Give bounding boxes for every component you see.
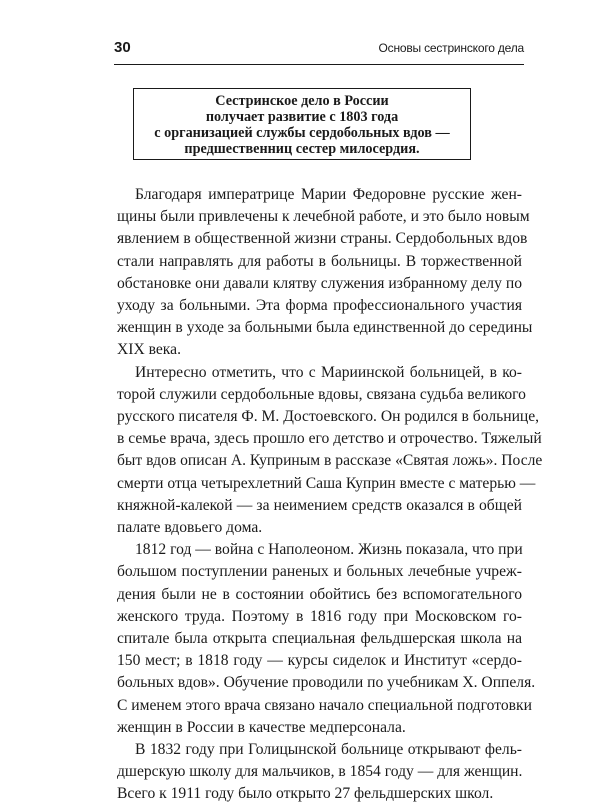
text-line: щины были привлечены к лечебной работе, и это было новым xyxy=(117,208,530,226)
paragraph-empress-maria xyxy=(117,184,533,362)
text-line: явлением в общественной жизни страны. Сердобольных вдов xyxy=(117,230,528,248)
text-line: русского писателя Ф. М. Достоевского. Он родился в больнице, xyxy=(117,408,540,426)
text-line: большом поступлении раненых и больных лечебные учреж- xyxy=(117,563,522,581)
text-line: уходу за больными. Эта форма профессионального участия xyxy=(117,297,522,315)
text-line: женщин в России в качестве медперсонала. xyxy=(117,718,406,736)
paragraph-war-1812 xyxy=(117,539,536,739)
body-text xyxy=(117,184,543,806)
text-line: 1812 год — война с Наполеоном. Жизнь показала, что при xyxy=(135,541,523,559)
text-line: дения были не в состоянии обойтись без вспомогательного xyxy=(117,585,522,603)
text-line: смерти отца четырехлетний Саша Куприн вместе с матерью — xyxy=(117,474,536,492)
text-line: XIX века. xyxy=(117,341,181,359)
page-header xyxy=(114,36,524,65)
text-line: 150 мест; в 1818 году — курсы сиделок и Институт «сердо- xyxy=(117,652,522,670)
text-line: стали направлять для работы в больницы. В торжественной xyxy=(117,252,522,270)
text-line: обстановке они давали клятву служения избранному делу по xyxy=(117,274,522,292)
highlight-line: с организацией службы сердобольных вдов — xyxy=(154,125,450,141)
text-line: дшерскую школу для мальчиков, в 1854 году — для женщин. xyxy=(117,763,523,781)
text-line: Всего к 1911 году было открыто 27 фельдшерских школ. xyxy=(117,785,494,803)
text-line: в семье врача, здесь прошло его детство и отрочество. Тяжелый xyxy=(117,430,542,448)
text-line: княжной-калекой — за неимением средств оказался в общей xyxy=(117,496,522,514)
page-number: 30 xyxy=(114,39,131,56)
text-line: больных вдов». Обучение проводили по учебникам Х. Оппеля. xyxy=(117,674,536,692)
text-line: С именем этого врача связано начало специальной подготовки xyxy=(117,696,532,714)
text-line: В 1832 году при Голицынской больнице открывают фель- xyxy=(135,741,522,759)
text-line: спитале была открыта специальная фельдшерская школа на xyxy=(117,630,522,648)
highlight-line: Сестринское дело в России xyxy=(215,93,389,109)
highlight-line: предшественниц сестер милосердия. xyxy=(184,141,420,157)
running-title: Основы сестринского дела xyxy=(378,41,524,55)
text-line: женщин в уходе за больными была единственной до середины xyxy=(117,319,533,337)
text-line: палате вдовьего дома. xyxy=(117,519,263,537)
paragraph-golitsyn-hospital xyxy=(117,739,522,806)
highlight-box xyxy=(133,88,471,160)
text-line: Благодаря императрице Марии Федоровне русские жен- xyxy=(135,186,522,203)
highlight-line: получает развитие с 1803 года xyxy=(205,109,399,125)
paragraph-mariinsky-hospital xyxy=(117,362,543,540)
text-line: быт вдов описан А. Куприным в рассказе «Святая ложь». После xyxy=(117,452,543,470)
text-line: торой служили сердобольные вдовы, связана судьба великого xyxy=(117,385,526,403)
text-line: Интересно отметить, что с Мариинской больницей, в ко- xyxy=(135,363,522,381)
text-line: женского труда. Поэтому в 1816 году при Московском го- xyxy=(117,607,522,625)
